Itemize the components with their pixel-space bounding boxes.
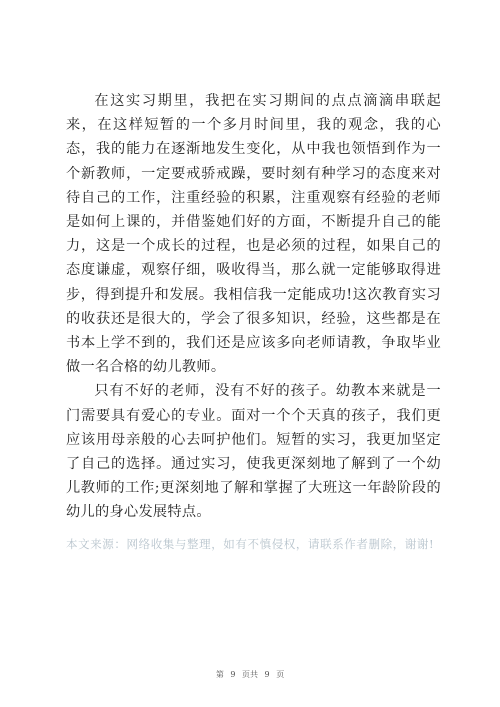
paragraph-2: 只有不好的老师，没有不好的孩子。幼教本来就是一门需要具有爱心的专业。面对一个个天真的孩子，我们更应该用母亲般的心去呵护他们。短暂的实习，我更加坚定了自己的选择。通过实习，使我更深刻地了解到了一个幼儿教师的工作;更深刻地了解和掌握了大班这一年龄阶段的幼儿的身心发展特点。	[66, 383, 441, 521]
source-note: 本文来源：网络收集与整理，如有不慎侵权，请联系作者删除，谢谢!	[66, 537, 435, 551]
paragraph-1: 在这实习期里，我把在实习期间的点点滴滴串联起来，在这样短暂的一个多月时间里，我的观念，我的心态，我的能力在逐渐地发生变化，从中我也领悟到作为一个新教师，一定要戒骄戒躁，要时刻有种学习的态度来对待自己的工作，注重经验的积累，注重观察有经验的老师是如何上课的，并借鉴她们好的方面，不断提升自己的能力，这是一个成长的过程，也是必须的过程，如果自己的态度谦虚，观察仔细，吸收得当，那么就一定能够取得进步，得到提升和发展。我相信我一定能成功!这次教育实习的收获还是很大的，学会了很多知识，经验，这些都是在书本上学不到的，我们还是应该多向老师请教，争取毕业做一名合格的幼儿教师。	[66, 93, 441, 376]
page-footer	[0, 670, 500, 680]
footer-total-pages: 9	[264, 670, 270, 679]
footer-current-page: 9	[230, 670, 236, 679]
footer-prefix: 第	[215, 670, 224, 679]
document-body	[66, 89, 441, 525]
footer-middle: 页共	[242, 670, 258, 679]
footer-suffix: 页	[276, 670, 285, 679]
